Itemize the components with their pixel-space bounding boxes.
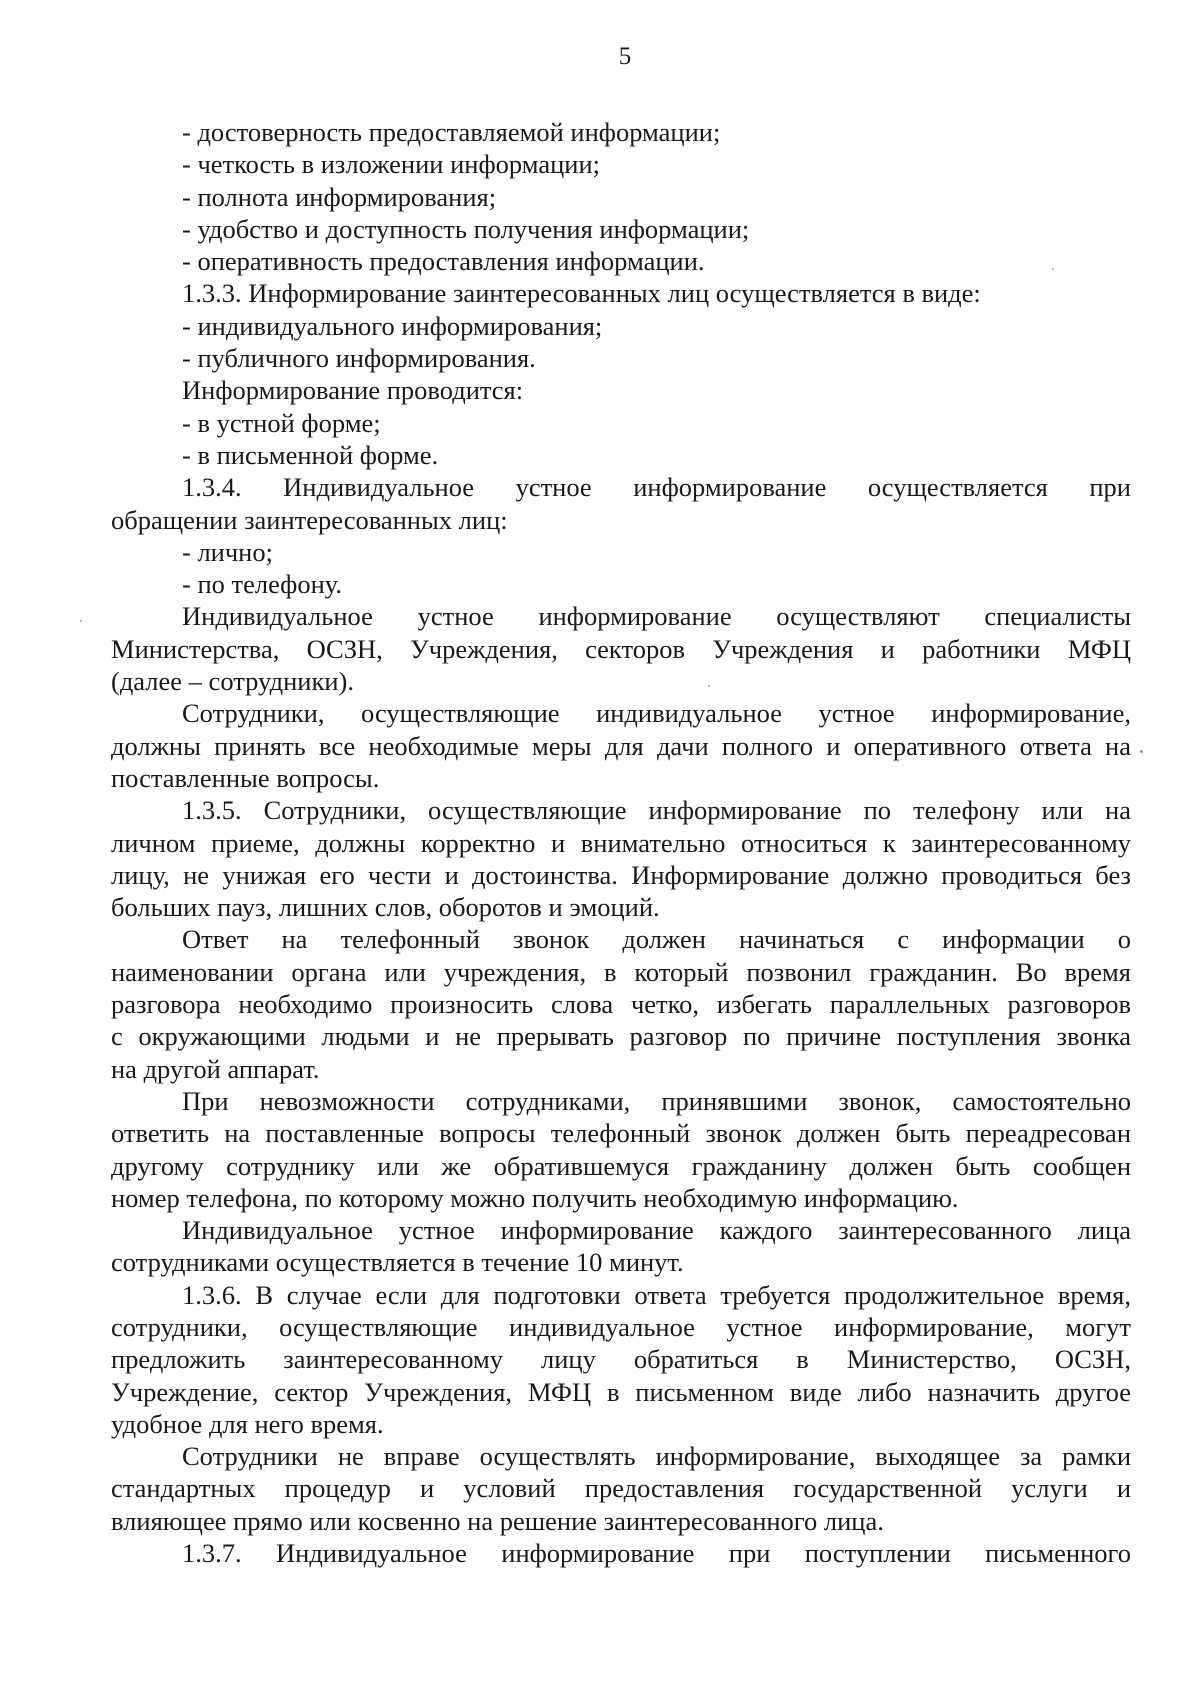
text-line: сотрудники, осуществляющие индивидуальное устное информирование, могут: [111, 1311, 1131, 1342]
text-line: обращении заинтересованных лиц:: [111, 504, 508, 535]
text-line: с окружающими людьми и не прерывать разговор по причине поступления звонка: [111, 1021, 1131, 1052]
text-line: - полнота информирования;: [182, 181, 497, 212]
document-body: [111, 116, 1131, 1569]
text-line: 1.3.7. Индивидуальное информирование при поступлении письменного: [182, 1538, 1131, 1569]
text-line: - публичного информирования.: [182, 343, 536, 374]
text-line: Министерства, ОСЗН, Учреждения, секторов Учреждения и работники МФЦ: [111, 633, 1131, 664]
text-line: поставленные вопросы.: [111, 762, 380, 793]
text-line: сотрудниками осуществляется в течение 10 минут.: [111, 1247, 684, 1278]
text-line: Сотрудники, осуществляющие индивидуальное устное информирование,: [182, 698, 1131, 729]
text-line: личном приеме, должны корректно и внимательно относиться к заинтересованному: [111, 827, 1131, 858]
text-line: больших пауз, лишних слов, оборотов и эмоций.: [111, 892, 660, 923]
text-line: другому сотруднику или же обратившемуся гражданину должен быть сообщен: [111, 1150, 1131, 1181]
text-line: - удобство и доступность получения информации;: [182, 213, 750, 244]
text-line: Учреждение, сектор Учреждения, МФЦ в письменном виде либо назначить другое: [111, 1376, 1131, 1407]
text-line: Ответ на телефонный звонок должен начинаться с информации о: [182, 924, 1131, 955]
text-line: Индивидуальное устное информирование каждого заинтересованного лица: [182, 1215, 1131, 1246]
text-line: При невозможности сотрудниками, принявшими звонок, самостоятельно: [182, 1085, 1131, 1116]
text-line: 1.3.5. Сотрудники, осуществляющие информирование по телефону или на: [182, 795, 1131, 826]
text-line: Сотрудники не вправе осуществлять информирование, выходящее за рамки: [182, 1441, 1131, 1472]
text-line: номер телефона, по которому можно получить необходимую информацию.: [111, 1182, 959, 1213]
text-line: Информирование проводится:: [182, 375, 524, 406]
text-line: лицу, не унижая его чести и достоинства. Информирование должно проводиться без: [111, 859, 1131, 890]
text-line: - в письменной форме.: [182, 439, 439, 470]
scan-speck: [708, 685, 710, 687]
text-line: должны принять все необходимые меры для дачи полного и оперативного ответа на: [111, 730, 1131, 761]
text-line: - в устной форме;: [182, 407, 381, 438]
text-line: - индивидуального информирования;: [182, 310, 603, 341]
text-line: 1.3.6. В случае если для подготовки ответа требуется продолжительное время,: [182, 1279, 1131, 1310]
text-line: - достоверность предоставляемой информации;: [182, 117, 721, 147]
text-line: 1.3.3. Информирование заинтересованных лиц осуществляется в виде:: [182, 278, 981, 309]
text-line: стандартных процедур и условий предоставления государственной услуги и: [111, 1473, 1131, 1504]
scan-speck: [1140, 750, 1143, 753]
text-line: - четкость в изложении информации;: [182, 149, 600, 180]
text-line: влияющее прямо или косвенно на решение заинтересованного лица.: [111, 1505, 884, 1536]
text-line: разговора необходимо произносить слова четко, избегать параллельных разговоров: [111, 989, 1131, 1020]
text-line: ответить на поставленные вопросы телефонный звонок должен быть переадресован: [111, 1118, 1131, 1149]
text-line: Индивидуальное устное информирование осуществляют специалисты: [182, 601, 1131, 632]
text-line: наименовании органа или учреждения, в который позвонил гражданин. Во время: [111, 956, 1131, 987]
text-line: 1.3.4. Индивидуальное устное информирование осуществляется при: [182, 472, 1131, 503]
text-line: на другой аппарат.: [111, 1053, 320, 1084]
page-number: 5: [618, 43, 632, 70]
scan-speck: [80, 620, 82, 622]
text-line: удобное для него время.: [111, 1408, 384, 1439]
text-line: предложить заинтересованному лицу обратиться в Министерство, ОСЗН,: [111, 1344, 1131, 1375]
text-line: - оперативность предоставления информации.: [182, 246, 705, 277]
text-line: (далее – сотрудники).: [111, 666, 354, 697]
text-line: - по телефону.: [182, 569, 342, 600]
scan-speck: [1052, 268, 1054, 270]
text-line: - лично;: [182, 536, 273, 567]
